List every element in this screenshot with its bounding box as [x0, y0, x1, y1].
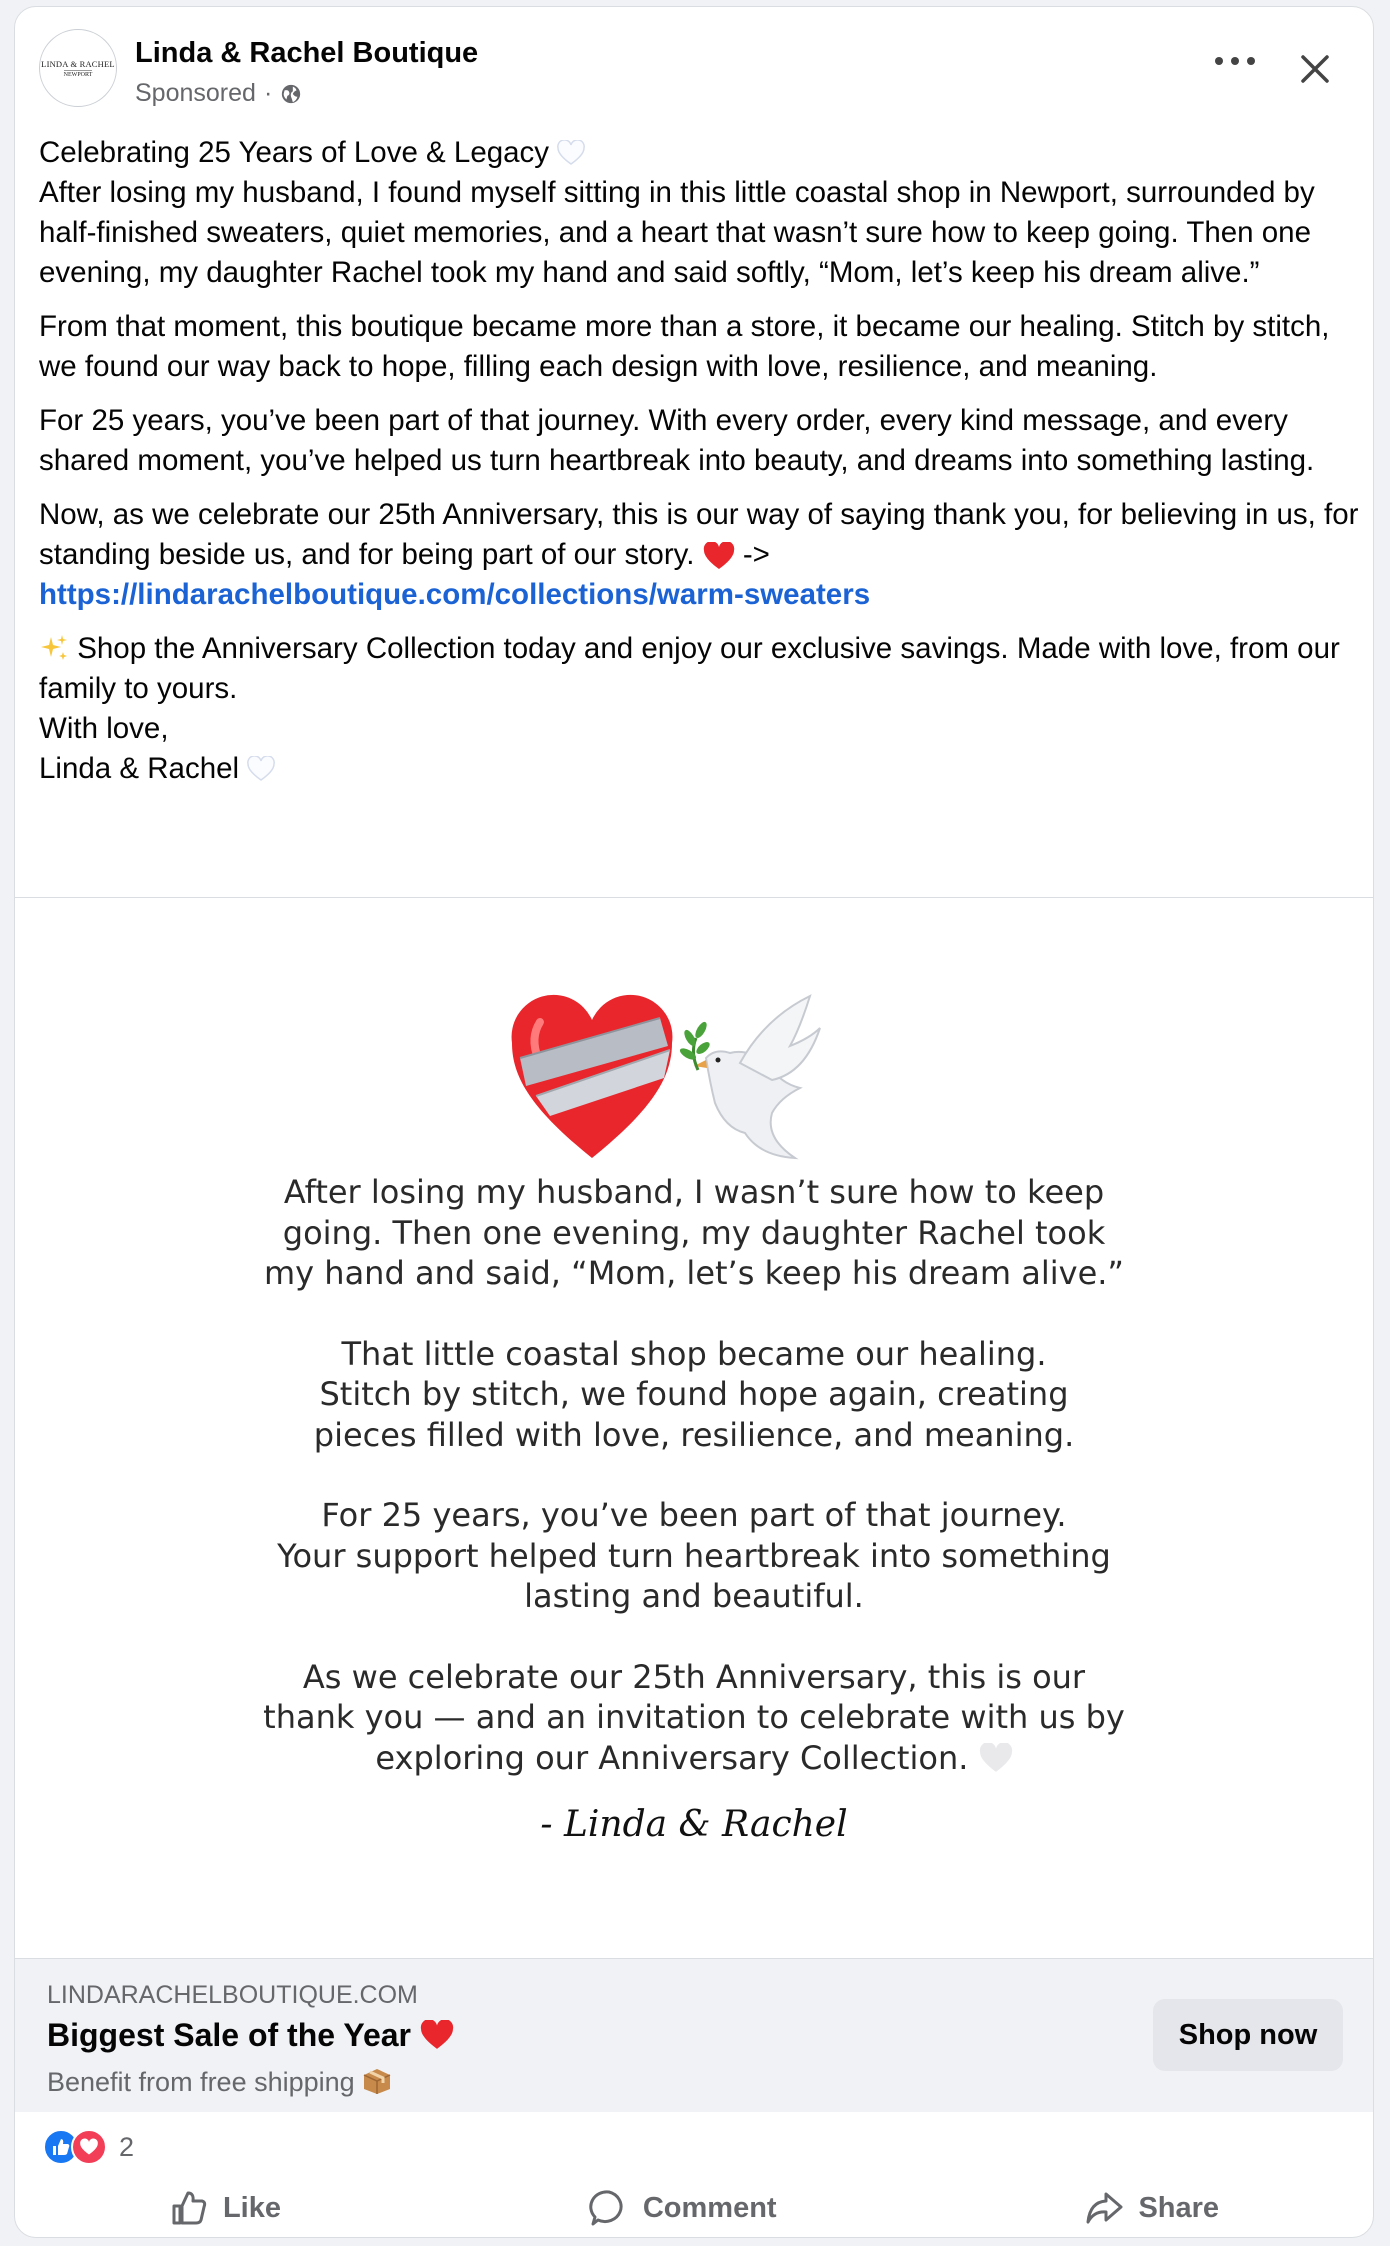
- shop-now-button[interactable]: Shop now: [1153, 1999, 1343, 2071]
- sign-off-names: Linda & Rachel: [39, 752, 240, 785]
- close-icon[interactable]: [1297, 51, 1333, 87]
- mending-heart-icon: [512, 995, 673, 1158]
- share-button[interactable]: [1084, 2188, 1219, 2228]
- sparkles-icon: [39, 633, 69, 663]
- comment-button[interactable]: [589, 2188, 777, 2228]
- page-avatar[interactable]: [39, 29, 117, 107]
- creative-signature: - Linda & Rachel: [540, 1804, 848, 1845]
- globe-icon[interactable]: [280, 83, 302, 105]
- sponsored-row: [135, 79, 302, 108]
- creative-paragraph-3: For 25 years, you’ve been part of that journey. Your support helped turn heartbreak into something lasting and beautiful.: [277, 1496, 1111, 1615]
- post-paragraph-5: [39, 629, 1359, 789]
- post-paragraph-2: From that moment, this boutique became more than a store, it became our healing. Stitch by stitch, we found our way back to hope, filling each design with love, resilience, and meaning.: [39, 310, 1330, 383]
- like-button[interactable]: [169, 2188, 281, 2228]
- collection-link[interactable]: https://lindarachelboutique.com/collections/warm-sweaters: [39, 578, 871, 611]
- dove-icon: [678, 996, 820, 1158]
- sponsored-label[interactable]: Sponsored: [135, 79, 256, 107]
- white-heart-icon: [247, 756, 275, 782]
- package-icon: [362, 2067, 392, 2095]
- separator-dot: ·: [263, 79, 273, 107]
- red-heart-icon: [420, 2020, 454, 2050]
- sign-off: With love,: [39, 712, 169, 745]
- white-heart-icon: [557, 140, 585, 166]
- post-paragraph-5-text: Shop the Anniversary Collection today and enjoy our exclusive savings. Made with love, from our family to yours.: [39, 632, 1340, 705]
- post-header: [15, 7, 1373, 127]
- post-paragraph-4-text: Now, as we celebrate our 25th Anniversary, this is our way of saying thank you, for believing in us, for standing beside us, and for being part of our story.: [39, 498, 1359, 571]
- like-label: Like: [222, 2191, 281, 2224]
- avatar-line1: LINDA & RACHEL: [41, 58, 115, 69]
- post-headline: Celebrating 25 Years of Love & Legacy: [39, 136, 550, 169]
- avatar-line2: NEWPORT: [63, 71, 93, 78]
- reaction-count: 2: [119, 2131, 135, 2162]
- post-actions: [15, 2177, 1373, 2238]
- red-heart-icon: [703, 542, 735, 570]
- post-paragraph-1: [39, 133, 1359, 293]
- link-headline: Biggest Sale of the Year: [47, 2017, 454, 2054]
- link-domain: LINDARACHELBOUTIQUE.COM: [47, 1981, 418, 2009]
- link-preview-bar[interactable]: [15, 1958, 1373, 2112]
- post-arrow: ->: [742, 538, 770, 571]
- ad-creative-image[interactable]: [15, 898, 1373, 1958]
- emoji-art: [510, 988, 870, 1164]
- post-paragraph-3: For 25 years, you’ve been part of that journey. With every order, every kind message, and every shared moment, you’ve helped us turn heartbreak into beauty, and dreams into something lasting.: [39, 404, 1315, 477]
- creative-paragraph-4: As we celebrate our 25th Anniversary, this is our thank you — and an invitation to celebrate with us by exploring our Anniversary Collection.: [263, 1657, 1125, 1777]
- share-label: Share: [1138, 2191, 1220, 2224]
- share-arrow-icon: [1084, 2188, 1124, 2228]
- more-icon[interactable]: [1215, 51, 1255, 71]
- creative-message: [15, 1172, 1373, 1818]
- post-paragraph-4: [39, 495, 1359, 615]
- reaction-summary[interactable]: [43, 2129, 134, 2165]
- comment-label: Comment: [642, 2191, 777, 2224]
- link-description: Benefit from free shipping: [47, 2067, 392, 2098]
- creative-paragraph-1: After losing my husband, I wasn’t sure how to keep going. Then one evening, my daughter Rachel took my hand and said, “Mom, let’s keep his dream alive.”: [264, 1173, 1124, 1292]
- white-heart-icon: [979, 1743, 1013, 1773]
- page-name[interactable]: Linda & Rachel Boutique: [135, 37, 479, 69]
- love-reaction-icon: [71, 2129, 107, 2165]
- post-message: [39, 133, 1359, 803]
- ad-post-card: [14, 6, 1374, 2238]
- thumbs-up-icon: [169, 2188, 209, 2228]
- speech-bubble-icon: [589, 2188, 629, 2228]
- post-story: After losing my husband, I found myself sitting in this little coastal shop in Newport, surrounded by half-finished sweaters, quiet memories, and a heart that wasn’t sure how to keep going. Then one evening, my daughter Rachel took my hand and said softly, “Mom, let’s keep his dream alive.”: [39, 176, 1315, 289]
- creative-paragraph-2: That little coastal shop became our healing. Stitch by stitch, we found hope again, creating pieces filled with love, resilience, and meaning.: [313, 1334, 1075, 1454]
